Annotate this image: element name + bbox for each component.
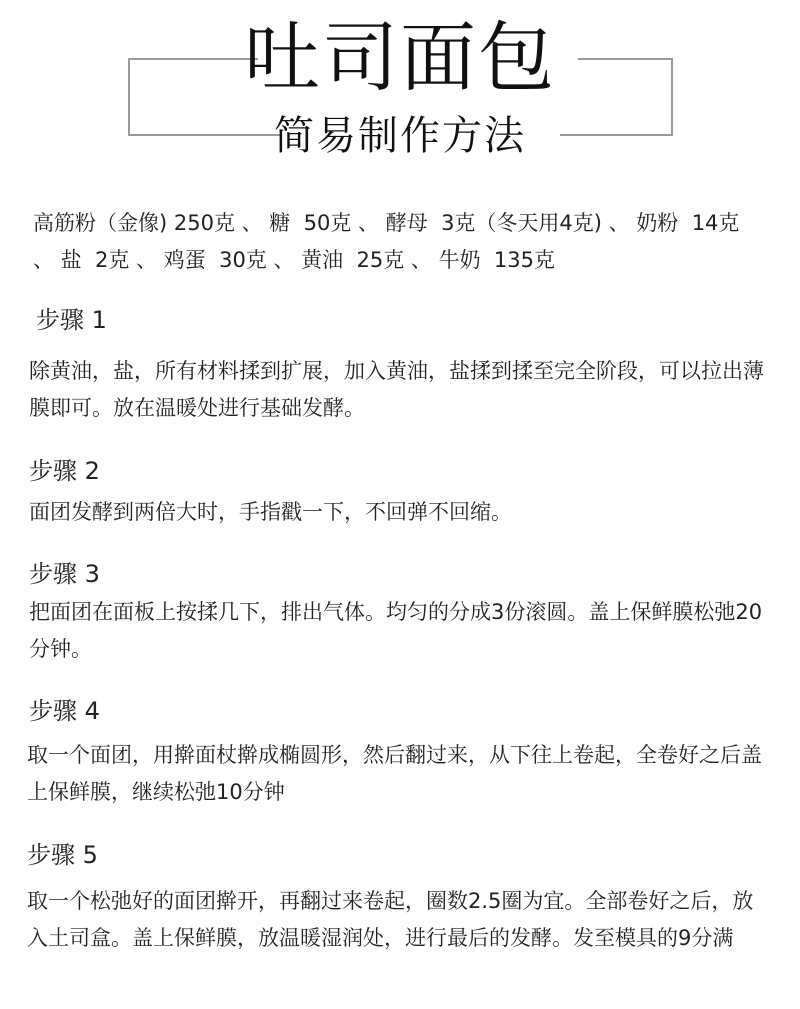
- title-header: [0, 0, 800, 190]
- page-subtitle: 简易制作方法: [274, 113, 526, 159]
- step-1-body: 除黄油，盐，所有材料揉到扩展，加入黄油，盐揉到揉至完全阶段，可以拉出薄膜即可。放在温暖处进行基础发酵。: [29, 359, 764, 420]
- step-2-body: 面团发酵到两倍大时，手指戳一下，不回弹不回缩。: [29, 500, 512, 524]
- step-4-body: 取一个面团，用擀面杖擀成椭圆形，然后翻过来，从下往上卷起，全卷好之后盖上保鲜膜，继续松弛10分钟: [27, 743, 762, 804]
- step-3-title: 步骤 3: [29, 560, 100, 588]
- ingredients-list: 高筋粉（金像) 250克 、 糖 50克 、 酵母 3克（冬天用4克) 、 奶粉 14克 、 盐 2克 、 鸡蛋 30克 、 黄油 25克 、 牛奶 135克: [33, 211, 747, 272]
- step-5-title: 步骤 5: [27, 841, 98, 869]
- step-4-title: 步骤 4: [29, 697, 100, 725]
- page-title: 吐司面包: [244, 13, 556, 102]
- step-5-body: 取一个松弛好的面团擀开，再翻过来卷起，圈数2.5圈为宜。全部卷好之后，放入土司盒。盖上保鲜膜，放温暖湿润处，进行最后的发酵。发至模具的9分满: [27, 889, 754, 950]
- step-3-body: 把面团在面板上按揉几下，排出气体。均匀的分成3份滚圆。盖上保鲜膜松弛20分钟。: [29, 600, 763, 661]
- step-1-title: 步骤 1: [36, 306, 107, 334]
- step-2-title: 步骤 2: [29, 457, 100, 485]
